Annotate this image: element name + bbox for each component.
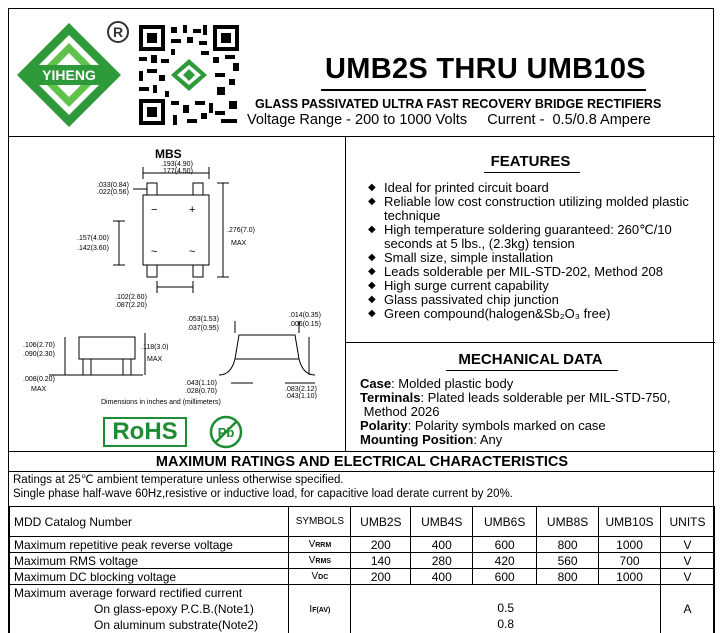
dim-side-b-min: .006(0.15): [289, 321, 321, 328]
param-cell: Maximum DC blocking voltage: [10, 569, 289, 585]
table-row: [10, 553, 715, 569]
table-header-row: [10, 507, 715, 537]
terminals-text: : Plated leads solderable per MIL-STD-750,: [420, 390, 671, 405]
value-cell: 200: [351, 569, 411, 585]
feature-item: ◆ Glass passivated chip junction: [366, 293, 711, 307]
feature-item: ◆ Small size, simple installation: [366, 251, 711, 265]
page-title: UMB2S THRU UMB10S: [325, 53, 646, 85]
package-drawing-panel: [9, 137, 346, 452]
value-cell: 0.5 0.8: [351, 585, 661, 633]
mechanical-body: [360, 377, 712, 447]
symbol-cell: IF(AV): [289, 585, 351, 633]
part-header: UMB4S: [411, 507, 473, 537]
dim-height-max: .118(3.0): [141, 344, 169, 351]
case-text: : Molded plastic body: [391, 376, 514, 391]
param-cell: Maximum RMS voltage: [10, 553, 289, 569]
ac-mark-left: ~: [151, 246, 158, 258]
unit-cell: V: [661, 553, 715, 569]
feature-item: ◆ Leads solderable per MIL-STD-202, Method 208: [366, 265, 711, 279]
dim-span: .083(2.12): [285, 386, 317, 393]
feature-item: ◆ High temperature soldering guaranteed: 260℃/10 seconds at 5 lbs., (2.3kg) tension: [366, 223, 711, 251]
value-cell: 200: [351, 537, 411, 553]
catalog-label: MDD Catalog Number: [10, 507, 289, 537]
terminals-label: Terminals: [360, 390, 421, 405]
part-header: UMB8S: [537, 507, 599, 537]
subtitle: GLASS PASSIVATED ULTRA FAST RECOVERY BRIDGE RECTIFIERS: [255, 97, 662, 111]
package-outline-drawing: [9, 137, 346, 399]
polarity-text: : Polarity symbols marked on case: [407, 418, 606, 433]
part-header: UMB6S: [473, 507, 537, 537]
rohs-badge: RoHS: [103, 417, 187, 447]
dim-side-a: .053(1.53): [187, 316, 219, 323]
ratings-table: [9, 506, 715, 633]
qr-code: [137, 23, 241, 127]
datasheet: [8, 8, 714, 633]
terminals-text-2: Method 2026: [360, 404, 440, 419]
dim-pin-width-min: .022(0.56): [97, 189, 129, 196]
symbol-cell: VRRM: [289, 537, 351, 553]
pb-free-icon: [209, 415, 243, 449]
symbols-label: SYMBOLS: [289, 507, 351, 537]
plus-mark: +: [189, 204, 196, 216]
param-cell: Maximum average forward rectified current On glass-epoxy P.C.B.(Note1) On aluminum substrate(Note2): [10, 585, 289, 633]
unit-cell: V: [661, 537, 715, 553]
dim-top-width: .193(4.90): [161, 161, 193, 168]
mounting-label: Mounting Position: [360, 432, 474, 447]
polarity-label: Polarity: [360, 418, 408, 433]
mounting-text: : Any: [473, 432, 503, 447]
units-label: UNITS: [661, 507, 715, 537]
minus-mark: −: [151, 204, 158, 216]
param-cell: Maximum repetitive peak reverse voltage: [10, 537, 289, 553]
dim-pin-width: .033(0.84): [97, 182, 129, 189]
dim-height-min: .090(2.30): [23, 351, 55, 358]
features-heading: FEATURES: [490, 153, 571, 170]
registered-mark: R: [107, 21, 129, 43]
value-cell: 700: [599, 553, 661, 569]
voltage-current-range: Voltage Range - 200 to 1000 Volts Current - 0.5/0.8 Ampere: [247, 112, 651, 128]
dim-lead-length: .157(4.00): [77, 235, 109, 242]
dim-standoff: .008(0.20): [23, 376, 55, 383]
value-cell: 1000: [599, 537, 661, 553]
case-label: Case: [360, 376, 392, 391]
value-cell: 140: [351, 553, 411, 569]
dim-foot: .043(1.10): [185, 380, 217, 387]
feature-item: ◆ High surge current capability: [366, 279, 711, 293]
ratings-heading: MAXIMUM RATINGS AND ELECTRICAL CHARACTERISTICS: [9, 452, 715, 472]
ratings-notes: [13, 473, 513, 501]
dim-side-b: .014(0.35): [289, 312, 321, 319]
dim-lead-length-min: .142(3.60): [77, 245, 109, 252]
features-panel: [346, 137, 715, 452]
dim-top-width-min: .177(4.50): [161, 168, 193, 175]
value-cell: 600: [473, 537, 537, 553]
header: [9, 9, 715, 137]
value-cell: 560: [537, 553, 599, 569]
part-header: UMB10S: [599, 507, 661, 537]
package-name: MBS: [155, 147, 182, 161]
table-row: [10, 569, 715, 585]
feature-item: ◆ Green compound(halogen&Sb₂O₃ free): [366, 307, 711, 321]
value-cell: 420: [473, 553, 537, 569]
dim-span-min: .043(1.10): [285, 393, 317, 399]
value-cell: 600: [473, 569, 537, 585]
title-underline: [321, 89, 646, 91]
dim-lead-spacing-min: .087(2.20): [115, 302, 147, 309]
dim-side-a-min: .037(0.95): [187, 325, 219, 332]
value-cell: 1000: [599, 569, 661, 585]
symbol-cell: VRMS: [289, 553, 351, 569]
dim-height: .106(2.70): [23, 342, 55, 349]
table-row: [10, 585, 715, 633]
dim-height-max-label: MAX: [147, 356, 163, 363]
dimensions-note: Dimensions in inches and (millimeters): [101, 399, 221, 406]
brand-text: YIHENG: [42, 67, 96, 83]
dim-body-height: .276(7.0): [227, 227, 256, 234]
mechanical-underline: [446, 370, 618, 371]
value-cell: 800: [537, 537, 599, 553]
value-cell: 400: [411, 537, 473, 553]
middle-section: [9, 137, 715, 452]
ratings-note-2: Single phase half-wave 60Hz,resistive or inductive load, for capacitive load derate current by 20%.: [13, 488, 513, 500]
value-cell: 800: [537, 569, 599, 585]
value-cell: 280: [411, 553, 473, 569]
pb-text: Pb: [217, 425, 235, 440]
feature-item: ◆ Reliable low cost construction utilizing molded plastic technique: [366, 195, 711, 223]
mechanical-data-panel: [346, 342, 715, 452]
dim-lead-spacing: .102(2.60): [115, 294, 147, 301]
dim-body-height-max: MAX: [231, 240, 247, 247]
ac-mark-right: ~: [189, 246, 196, 258]
features-underline: [484, 172, 580, 173]
unit-cell: V: [661, 569, 715, 585]
dim-standoff-max: MAX: [31, 386, 47, 393]
value-cell: 400: [411, 569, 473, 585]
feature-item: ◆ Ideal for printed circuit board: [366, 181, 711, 195]
features-list: [366, 181, 711, 321]
table-row: [10, 537, 715, 553]
mechanical-heading: MECHANICAL DATA: [458, 351, 603, 368]
dim-foot-min: .028(0.70): [185, 388, 217, 395]
ratings-note-1: Ratings at 25℃ ambient temperature unless otherwise specified.: [13, 474, 344, 486]
unit-cell: A: [661, 585, 715, 633]
part-header: UMB2S: [351, 507, 411, 537]
symbol-cell: VDC: [289, 569, 351, 585]
